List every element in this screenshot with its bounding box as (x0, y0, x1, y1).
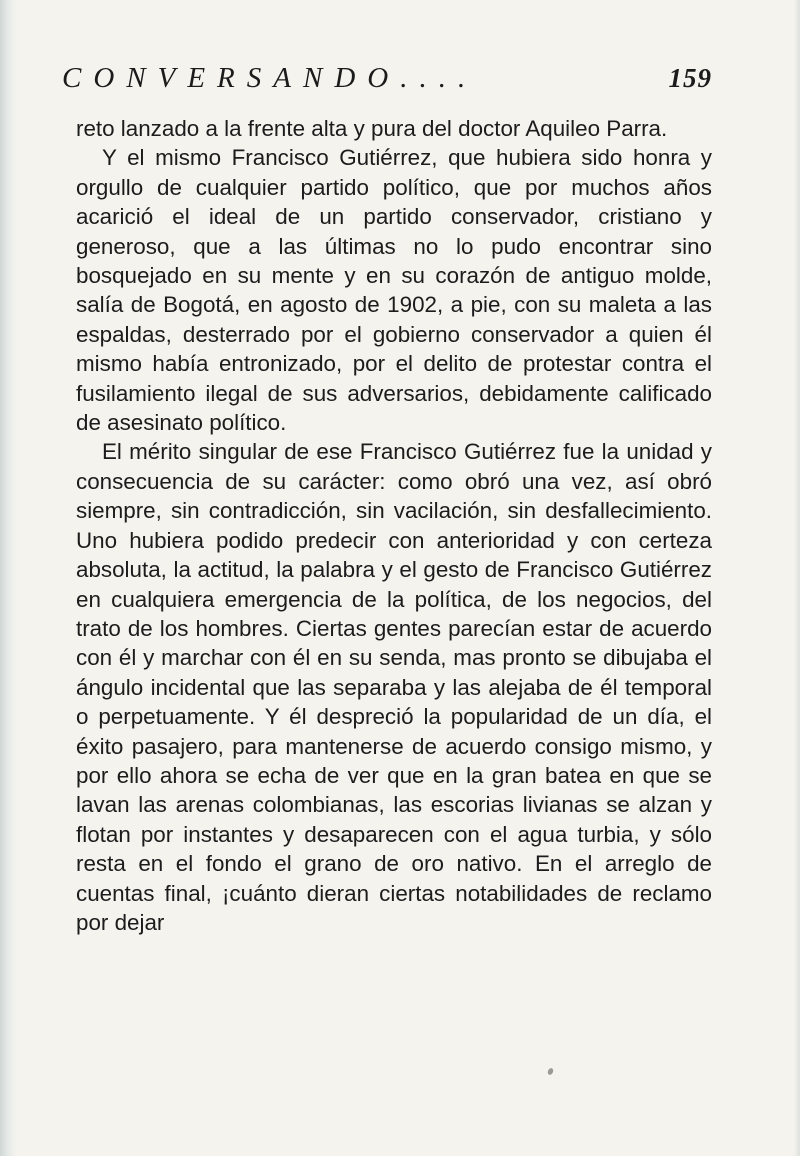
running-head (62, 62, 712, 96)
running-title: CONVERSANDO.... (62, 62, 478, 94)
binding-edge (0, 0, 16, 1156)
paper-speck (547, 1067, 554, 1075)
paragraph: Y el mismo Francisco Gutiérrez, que hubiera sido honra y orgullo de cualquier partido político, que por muchos años acarició el ideal de un partido conservador, cristiano y generoso, que a las últimas no lo pudo encontrar sino bosquejado en su mente y en su corazón de antiguo molde, salía de Bogotá, en agosto de 1902, a pie, con su maleta a las espaldas, desterrado por el gobierno conservador a quien él mismo había entronizado, por el delito de protestar contra el fusilamiento ilegal de sus adversarios, debidamente calificado de asesinato político. (76, 145, 712, 436)
page-number: 159 (668, 63, 712, 93)
body-text (76, 114, 712, 937)
paragraph-continuation: reto lanzado a la frente alta y pura del doctor Aquileo Parra. (76, 116, 668, 141)
page-edge (794, 0, 800, 1156)
paragraph: El mérito singular de ese Francisco Gutiérrez fue la unidad y consecuencia de su carácter: como obró una vez, así obró siempre, sin contradicción, sin vacilación, sin desfallecimiento. Uno hubiera podido predecir con anterioridad y con certeza absoluta, la actitud, la palabra y el gesto de Francisco Gutiérrez en cualquiera emergencia de la política, de los negocios, del trato de los hombres. Ciertas gentes parecían estar de acuerdo con él y marchar con él en su senda, mas pronto se dibujaba el ángulo incidental que las separaba y las alejaba de él temporal o perpetuamente. Y él despreció la popularidad de un día, el éxito pasajero, para mantenerse de acuerdo consigo mismo, y por ello ahora se echa de ver que en la gran batea en que se lavan las arenas colombianas, las escorias livianas se alzan y flotan por instantes y desaparecen con el agua turbia, y sólo resta en el fondo el grano de oro nativo. En el arreglo de cuentas final, ¡cuánto dieran ciertas notabilidades de reclamo por dejar (76, 439, 712, 935)
